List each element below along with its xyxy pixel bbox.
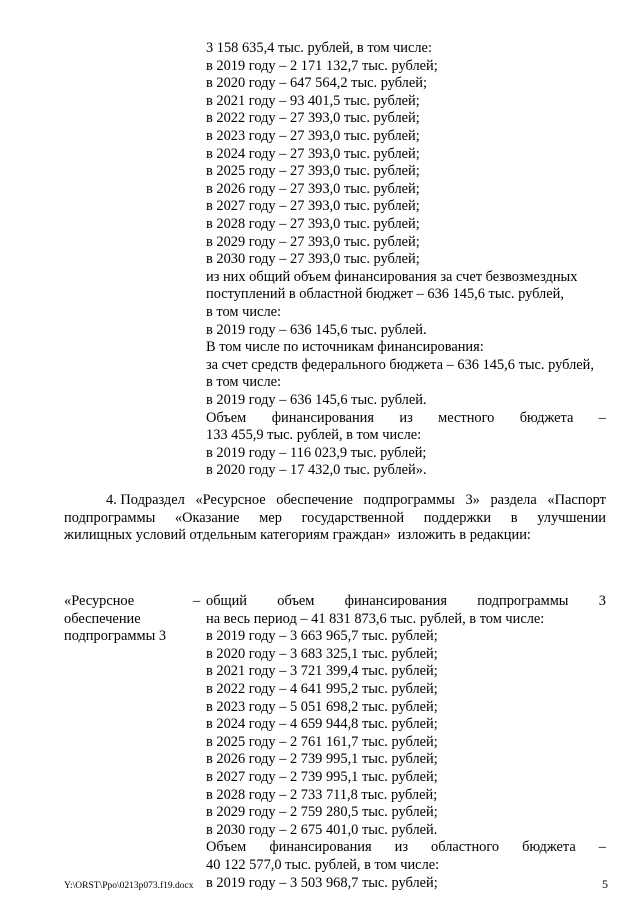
text-line: за счет средств федерального бюджета – 636 145,6 тыс. рублей, [206,356,594,373]
text-line: в 2029 году – 2 759 280,5 тыс. рублей; [206,804,438,821]
text-line: в 2029 году – 27 393,0 тыс. рублей; [206,233,420,250]
text-line: в 2030 году – 2 675 401,0 тыс. рублей. [206,821,438,838]
word: 3» [465,492,480,508]
word: финансирования [269,839,372,856]
text-line: в 2019 году – 636 145,6 тыс. рублей. [206,321,427,338]
word: поддержки [423,509,492,526]
text-line: в 2027 году – 27 393,0 тыс. рублей; [206,198,420,215]
word: областного [431,839,500,856]
text-line: в 2022 году – 27 393,0 тыс. рублей; [206,110,420,127]
text-line: в том числе: [206,304,282,320]
footer-file-path: Y:\ORST\Ppo\0213p073.f19.docx [64,881,194,891]
text-line: в 2024 году – 4 659 944,8 тыс. рублей; [206,716,438,733]
text-line: на весь период – 41 831 873,6 тыс. рублей, в том числе: [206,610,545,627]
word: улучшении [537,509,606,526]
word: «Оказание [174,509,240,526]
word: объем [277,593,315,609]
word: бюджета [519,409,574,426]
row-label: подпрограммы 3 [64,628,167,645]
word: общий [206,593,248,609]
text-line: в 2020 году – 17 432,0 тыс. рублей». [206,462,427,479]
text-line: в 2025 году – 27 393,0 тыс. рублей; [206,163,420,180]
text-line: в 2023 году – 27 393,0 тыс. рублей; [206,128,420,144]
word: подпрограммы [477,593,569,609]
word: мер [259,509,282,526]
text-line: в 2023 году – 5 051 698,2 тыс. рублей; [206,698,438,715]
funding-first-line [206,593,606,611]
text-line: в 2024 году – 27 393,0 тыс. рублей; [206,145,420,162]
word: из [399,409,413,426]
text-line: в 2020 году – 647 564,2 тыс. рублей; [206,75,427,92]
page-number: 5 [602,877,608,891]
text-line: поступлений в областной бюджет – 636 145,6 тыс. рублей, [206,286,564,303]
text-line: в 2019 году – 2 171 132,7 тыс. рублей; [206,57,438,74]
word: «Паспорт [547,492,606,508]
local-budget-line [206,410,606,428]
word: раздела [490,492,537,508]
text-line: в 2020 году – 3 683 325,1 тыс. рублей; [206,645,438,662]
text-line: В том числе по источникам финансирования: [206,339,484,356]
word: местного [438,409,495,426]
word: Объем [206,839,247,856]
word: подпрограммы [64,509,156,526]
text-line: 3 158 635,4 тыс. рублей, в том числе: [206,40,432,56]
text-line: 40 122 577,0 тыс. рублей, в том числе: [206,857,440,873]
word: обеспечение [276,492,353,508]
text-line: из них общий объем финансирования за счет безвозмездных [206,268,578,285]
word: из [394,839,409,856]
text-line: в 2025 году – 2 761 161,7 тыс. рублей; [206,733,438,750]
text-line: в том числе: [206,374,282,391]
text-line: в 2030 году – 27 393,0 тыс. рублей; [206,251,420,268]
word: финансирования [271,409,374,426]
word: «Ресурсное [195,492,266,508]
word: бюджета [522,839,576,856]
text-line: в 2026 году – 27 393,0 тыс. рублей; [206,180,420,197]
text-line: в 2019 году – 636 145,6 тыс. рублей. [206,392,427,408]
word: – [598,409,606,426]
text-line: в 2027 году – 2 739 995,1 тыс. рублей; [206,769,438,785]
word: 3 [598,593,606,609]
regional-budget-line [206,839,606,857]
word: Объем [206,409,247,426]
text-line: в 2022 году – 4 641 995,2 тыс. рублей; [206,681,438,697]
row-label: «Ресурсное [64,593,135,609]
word: государственной [301,509,405,526]
text-line: в 2028 году – 27 393,0 тыс. рублей; [206,216,420,232]
text-line: в 2021 году – 93 401,5 тыс. рублей; [206,92,420,109]
word: – [598,839,606,856]
text-line: в 2019 году – 116 023,9 тыс. рублей; [206,444,427,461]
word: финансирования [344,593,447,609]
word: в [510,509,518,526]
paragraph-line: жилищных условий отдельным категориям граждан» изложить в редакции: [64,527,531,544]
word: подпрограммы [363,492,455,508]
row-label: обеспечение [64,610,141,627]
text-line: в 2019 году – 3 663 965,7 тыс. рублей; [206,628,438,645]
text-line: в 2026 году – 2 739 995,1 тыс. рублей; [206,751,438,768]
paragraph-line [106,492,606,510]
text-line: в 2019 году – 3 503 968,7 тыс. рублей; [206,874,438,891]
text-line: в 2028 году – 2 733 711,8 тыс. рублей; [206,786,438,803]
row-dash: – [193,593,201,609]
paragraph-line [64,510,606,528]
text-line: в 2021 году – 3 721 399,4 тыс. рублей; [206,663,438,680]
word: 4. Подраздел [106,492,185,508]
text-line: 133 455,9 тыс. рублей, в том числе: [206,427,422,444]
